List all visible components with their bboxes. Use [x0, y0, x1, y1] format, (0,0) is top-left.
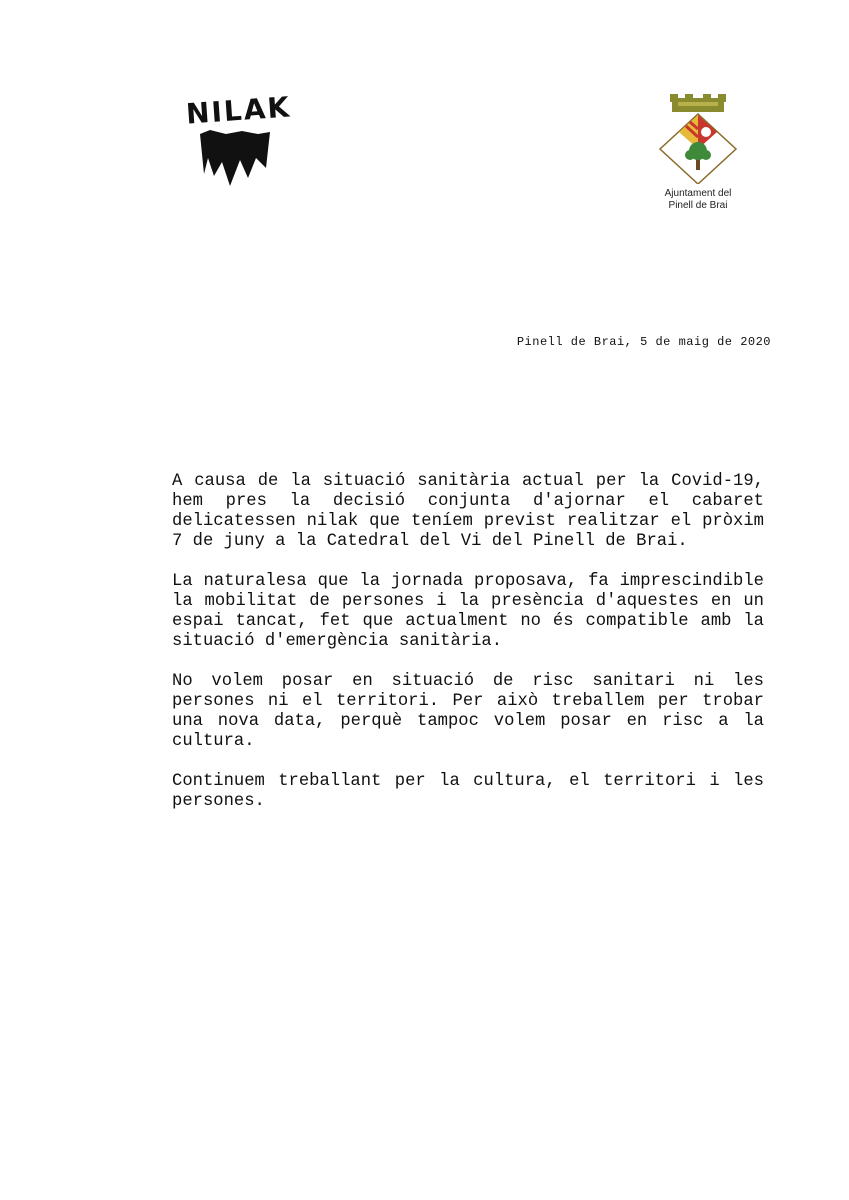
nilak-crown-icon [196, 128, 272, 188]
nilak-wordmark: NILAK [184, 90, 293, 131]
ajuntament-logo [628, 88, 768, 218]
ajuntament-caption-line2: Pinell de Brai [668, 200, 728, 211]
date-line: Pinell de Brai, 5 de maig de 2020 [516, 335, 771, 349]
ajuntament-caption [628, 188, 768, 212]
paragraph-4: Continuem treballant per la cultura, el territori i les persones. [172, 772, 764, 811]
letter-body [172, 472, 764, 832]
coat-of-arms-icon [656, 94, 740, 184]
nilak-logo [168, 88, 298, 193]
paragraph-2: La naturalesa que la jornada proposava, fa imprescindible la mobilitat de persones i la presència d'aquestes en un espai tancat, fet que actualment no és compatible amb la situació d'emergència sanitària. [172, 572, 764, 651]
paragraph-1: A causa de la situació sanitària actual per la Covid-19, hem pres la decisió conjunta d'ajornar el cabaret delicatessen nilak que teníem previst realitzar el pròxim 7 de juny a la Catedral del Vi del Pinell de Brai. [172, 472, 764, 551]
paragraph-3: No volem posar en situació de risc sanitari ni les persones ni el territori. Per això treballem per trobar una nova data, perquè tampoc volem posar en risc a la cultura. [172, 672, 764, 751]
ajuntament-caption-line1: Ajuntament del [664, 188, 732, 199]
